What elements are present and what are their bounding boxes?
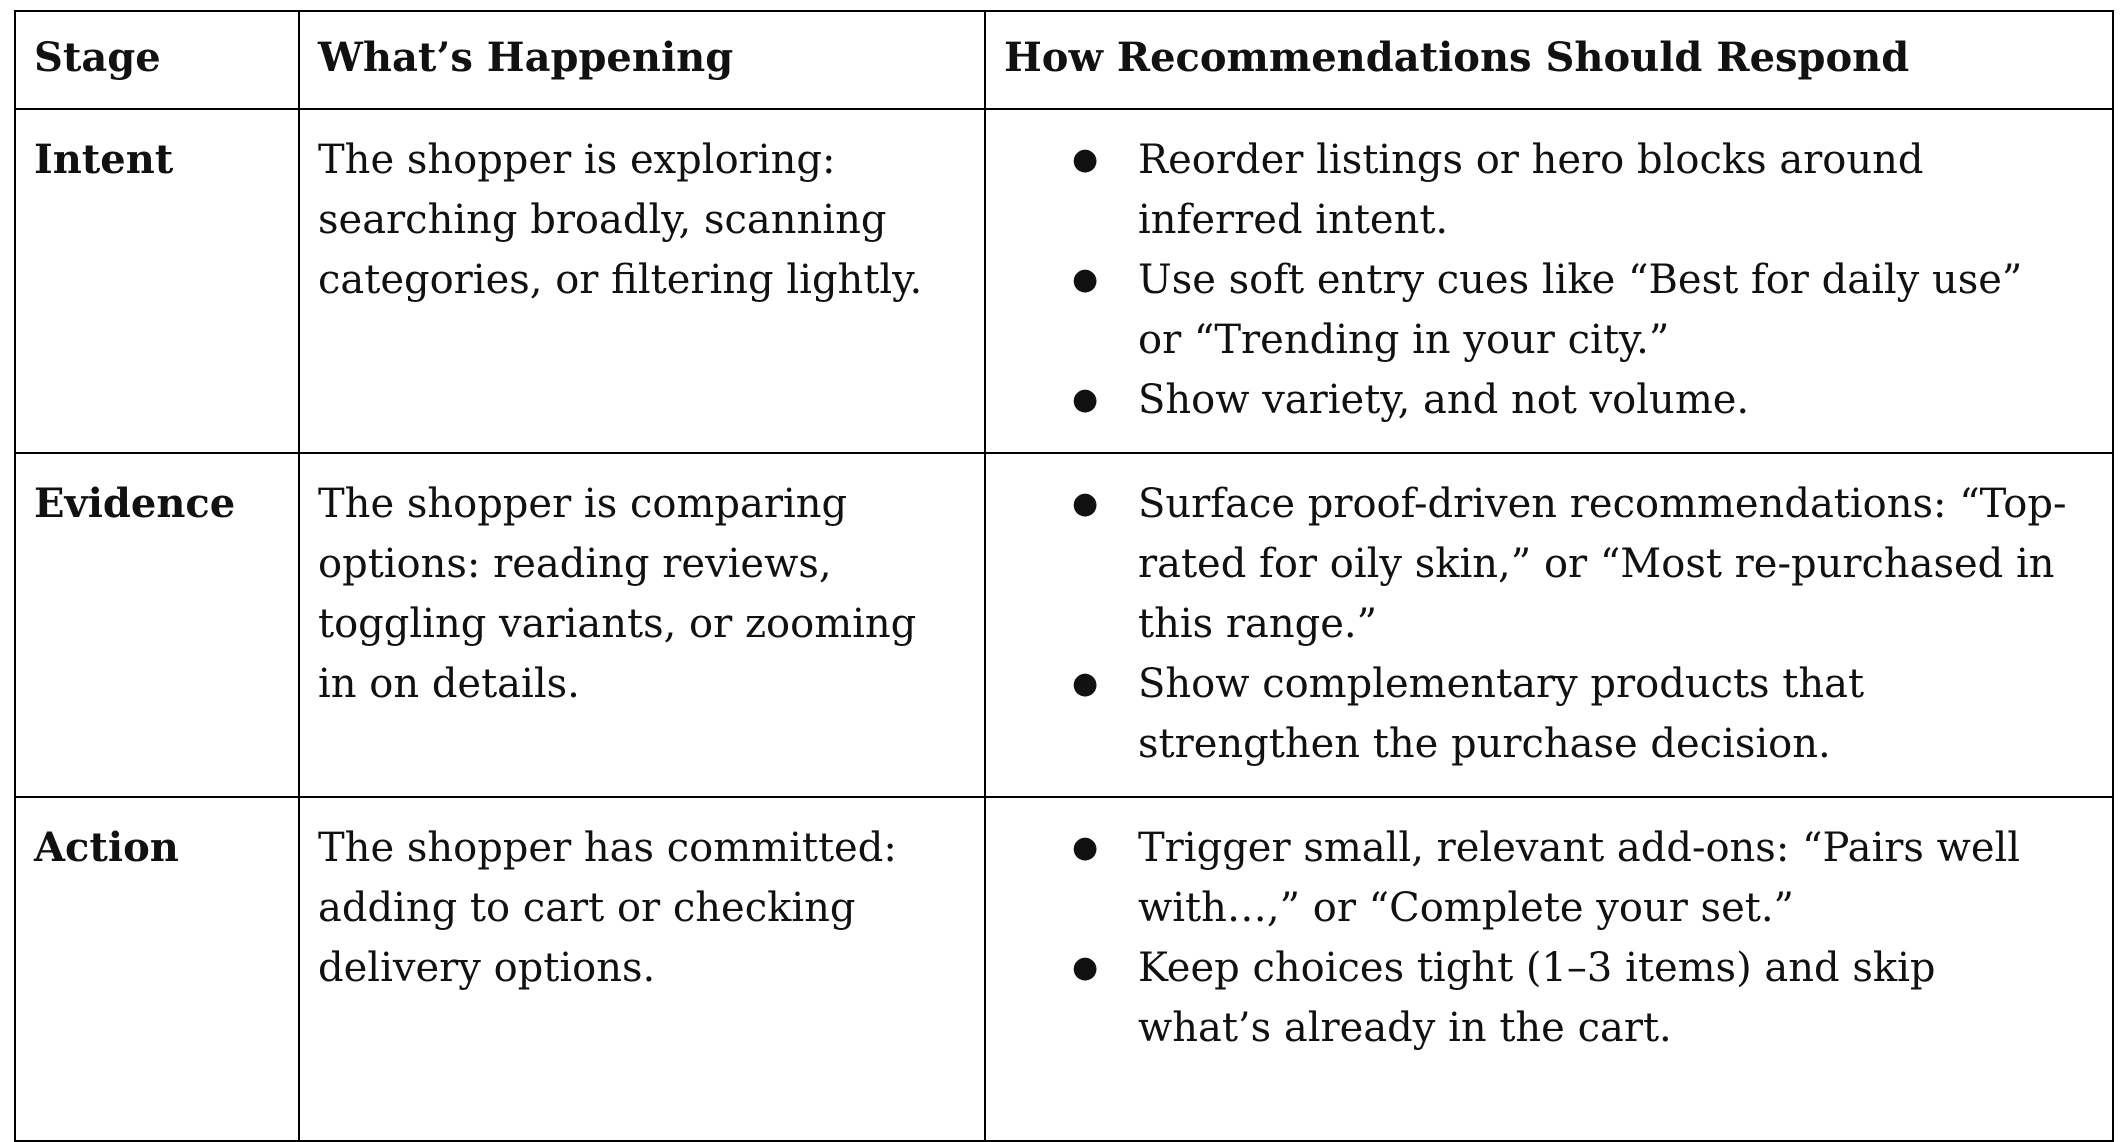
bullet-icon: ● (1072, 382, 1099, 417)
happening-cell: The shopper has committed: adding to cart or checking delivery options. (299, 797, 985, 1141)
list-item (986, 818, 2072, 938)
bullet-icon: ● (1072, 142, 1099, 177)
response-text: Trigger small, relevant add-ons: “Pairs well with…,” or “Complete your set.” (1138, 825, 2021, 931)
stage-cell: Evidence (15, 453, 299, 797)
stage-cell: Action (15, 797, 299, 1141)
bullet-icon: ● (1072, 950, 1099, 985)
stage-cell: Intent (15, 109, 299, 453)
bullet-icon: ● (1072, 830, 1099, 865)
recommendation-stages-table-wrapper (14, 10, 2112, 1142)
response-cell (985, 109, 2113, 453)
table-row-evidence (15, 453, 2113, 797)
list-item (986, 250, 2072, 370)
table-row-intent (15, 109, 2113, 453)
response-text: Keep choices tight (1–3 items) and skip what’s already in the cart. (1138, 945, 1936, 1051)
response-text: Reorder listings or hero blocks around inferred intent. (1138, 137, 1924, 243)
list-item (986, 130, 2072, 250)
response-text: Show complementary products that strengthen the purchase decision. (1138, 661, 1865, 767)
bullet-icon: ● (1072, 486, 1099, 521)
response-text: Surface proof-driven recommendations: “Top-rated for oily skin,” or “Most re-purchased in this range.” (1138, 481, 2067, 647)
header-stage: Stage (15, 11, 299, 109)
response-list (986, 130, 2072, 430)
table-header-row (15, 11, 2113, 109)
response-list (986, 474, 2072, 774)
response-text: Show variety, and not volume. (1138, 377, 1750, 423)
list-item (986, 938, 2072, 1058)
response-cell (985, 453, 2113, 797)
bullet-icon: ● (1072, 666, 1099, 701)
table-row-action (15, 797, 2113, 1141)
happening-cell: The shopper is comparing options: reading reviews, toggling variants, or zooming in on details. (299, 453, 985, 797)
bullet-icon: ● (1072, 262, 1099, 297)
response-text: Use soft entry cues like “Best for daily use” or “Trending in your city.” (1138, 257, 2023, 363)
header-whats-happening: What’s Happening (299, 11, 985, 109)
recommendation-stages-table (14, 10, 2114, 1142)
happening-cell: The shopper is exploring: searching broadly, scanning categories, or filtering lightly. (299, 109, 985, 453)
response-cell (985, 797, 2113, 1141)
response-list (986, 818, 2072, 1058)
header-how-recommendations-respond: How Recommendations Should Respond (985, 11, 2113, 109)
list-item (986, 654, 2072, 774)
list-item (986, 474, 2072, 654)
list-item (986, 370, 2072, 430)
